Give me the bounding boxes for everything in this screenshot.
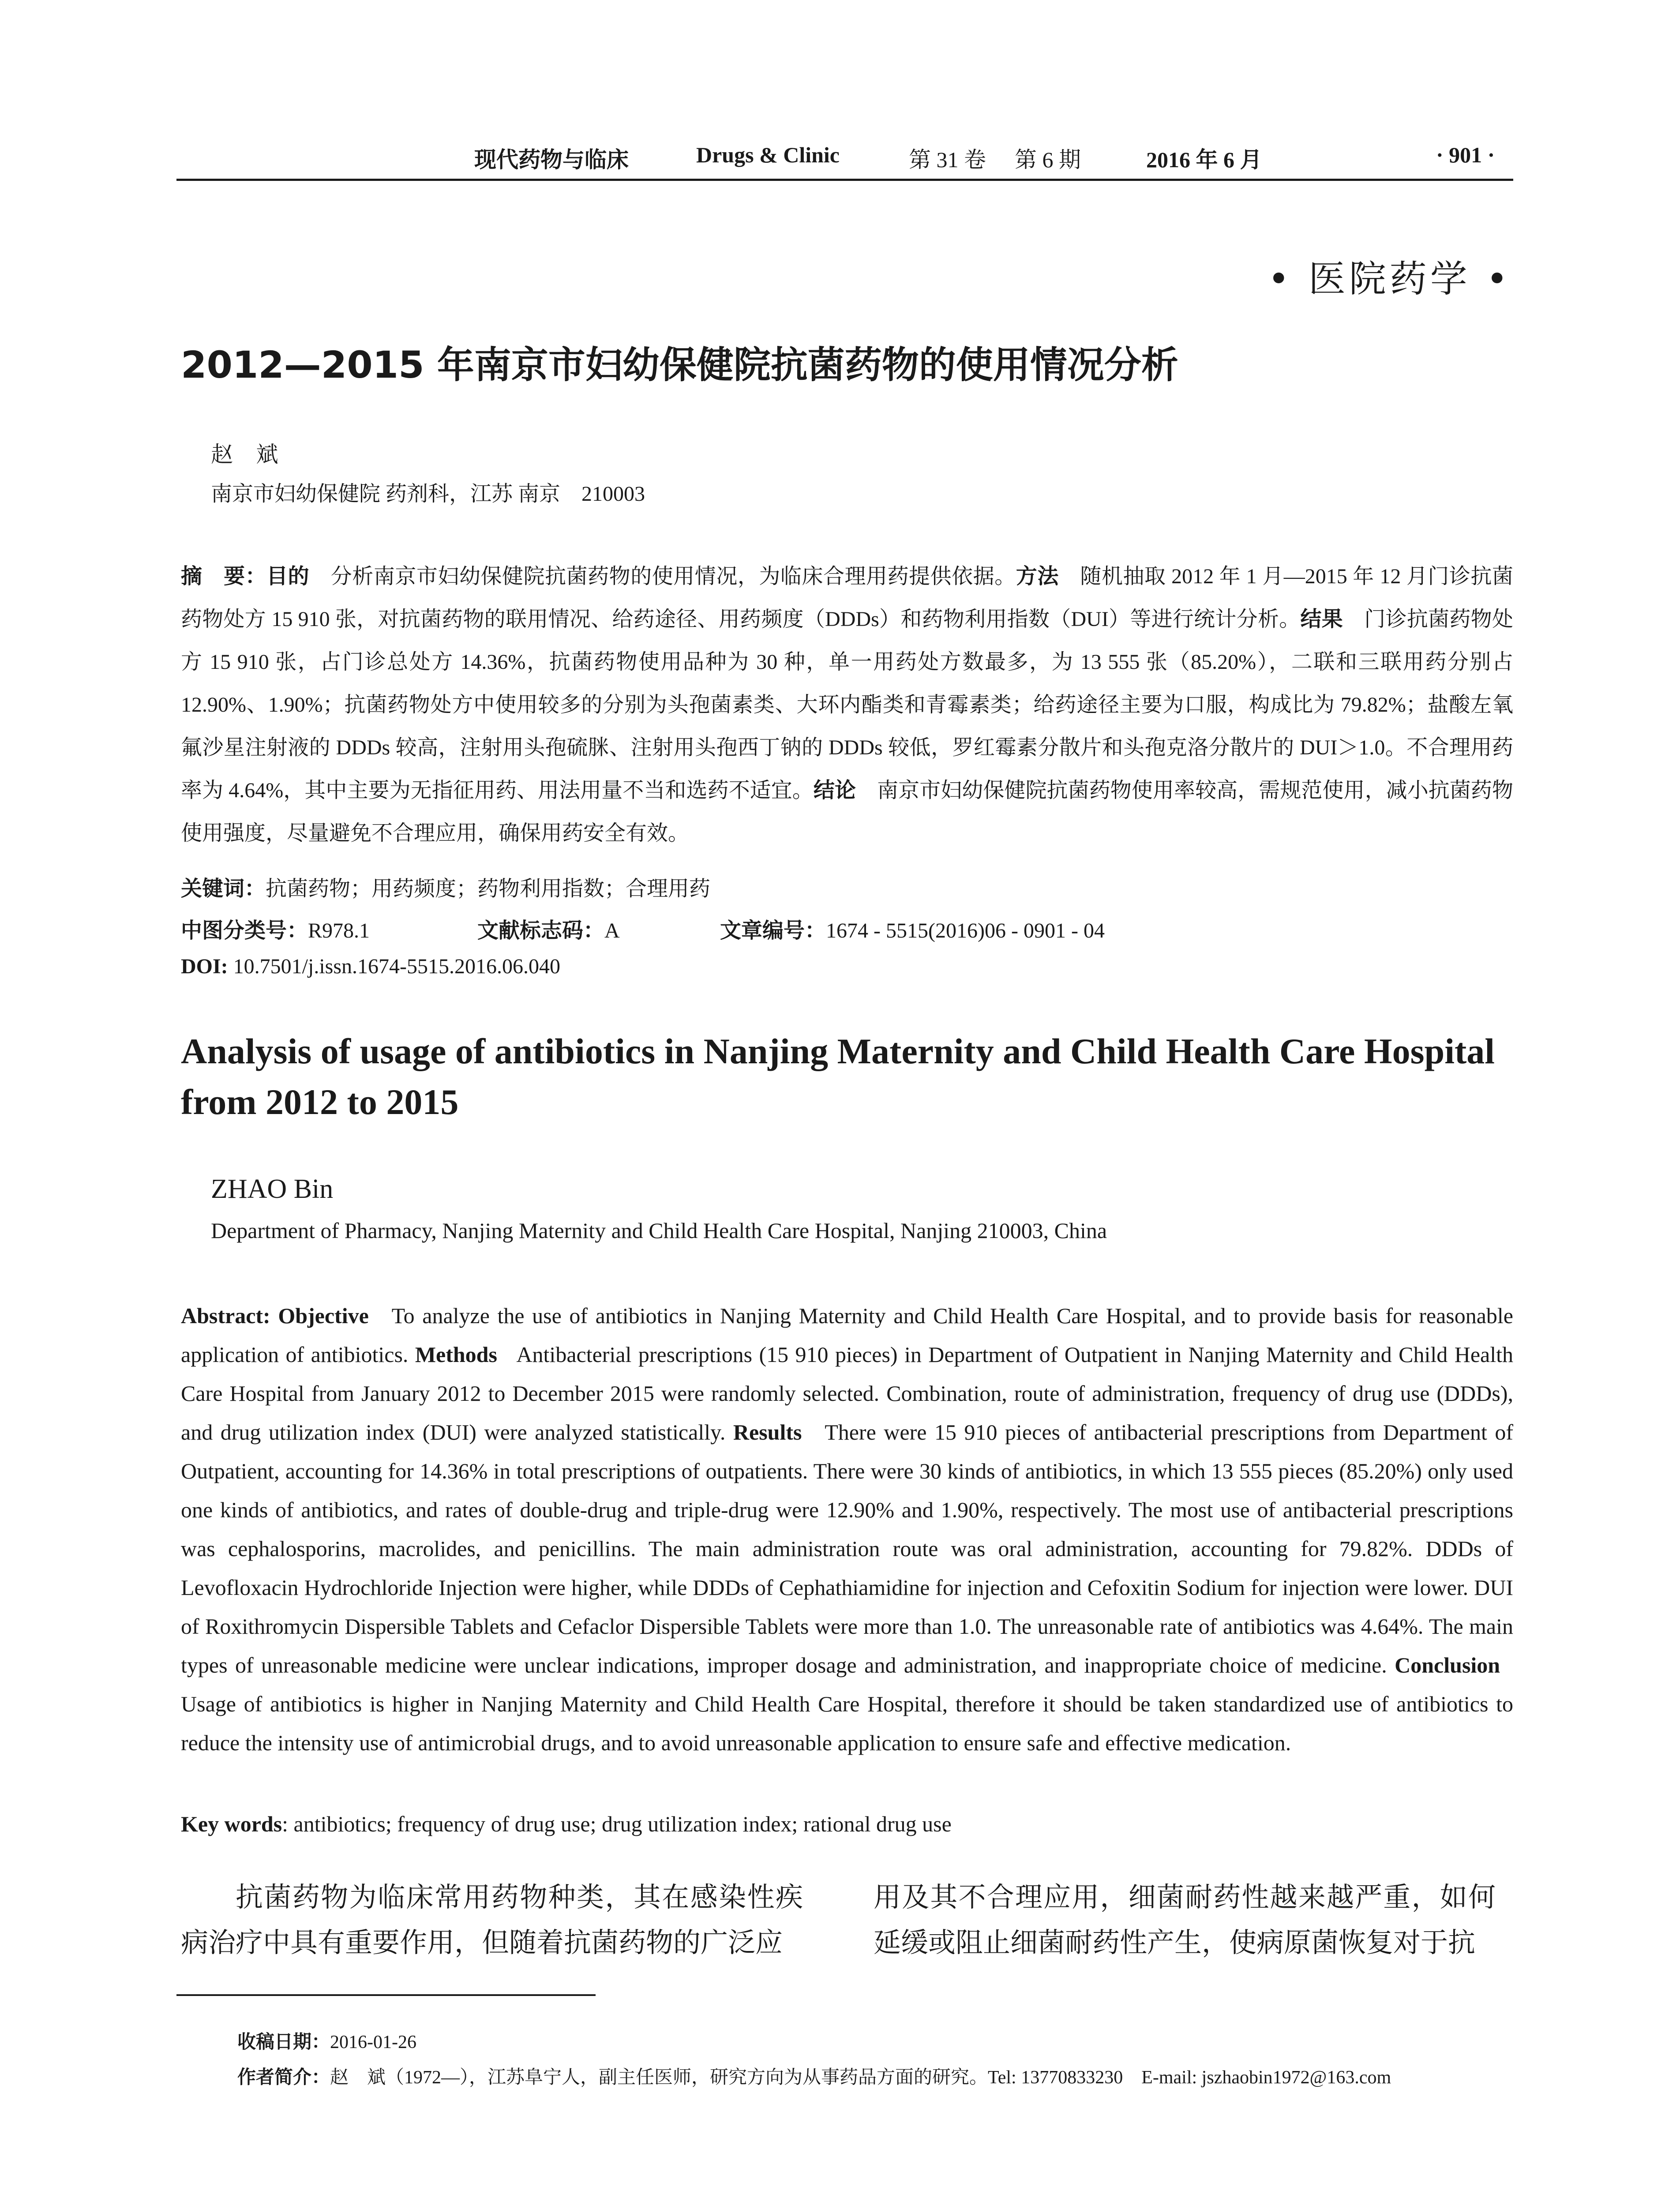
journal-name-cn: 现代药物与临床 [474, 147, 629, 172]
results-cn: 门诊抗菌药物处方 15 910 张，占门诊总处方 14.36%，抗菌药物使用品种为 30 种，单一用药处方数最多，为 13 555 张（85.20%），二联和三联用药分别占 12.90%、1.90%；抗菌药物处方中使用较多的分别为头孢菌素类、大环内酯类和青霉素类；给药途径主要为口服，构成比为 79.82%；盐酸左氧氟沙星注射液的 DDDs 较高，注射用头孢硫脒、注射用头孢西丁钠的 DDDs 较低，罗红霉素分散片和头孢克洛分散片的 DUI＞1.0。不合理用药率为 4.64%，其中主要为无指征用药、用法用量不当和选药不适宜。 [181, 608, 1513, 802]
received-date [237, 2027, 416, 2054]
abstract-en-label: Abstract: [181, 1303, 270, 1328]
author-cn: 赵 斌 [211, 442, 287, 467]
abstract-en [181, 1296, 1513, 1762]
author-en: ZHAO Bin [211, 1174, 334, 1204]
keywords-cn [181, 871, 710, 902]
objective-en: To analyze the use of antibiotics in Nanjing Maternity and Child Health Care Hospital, and to provide basis for reasonable application of antibiotics. [181, 1303, 1513, 1367]
doi [181, 954, 560, 979]
received-label: 收稿日期： [237, 2031, 330, 2052]
methods-cn: 随机抽取 2012 年 1 月—2015 年 12 月门诊抗菌药物处方 15 910 张，对抗菌药物的联用情况、给药途径、用药频度（DDDs）和药物利用指数（DUI）等进行统计分析。 [181, 565, 1513, 631]
conclusion-en-label: Conclusion [1395, 1653, 1500, 1677]
conclusion-cn-label: 结论 [813, 778, 856, 803]
article-no-value: 1674 - 5515(2016)06 - 0901 - 04 [826, 919, 1105, 942]
keywords-cn-text: 抗菌药物；用药频度；药物利用指数；合理用药 [266, 877, 711, 900]
results-cn-label: 结果 [1300, 607, 1343, 631]
body-column-right: 用及其不合理应用，细菌耐药性越来越严重，如何延缓或阻止细菌耐药性产生，使病原菌恢复对于抗 [874, 1883, 1496, 1958]
methods-en-label: Methods [415, 1342, 497, 1367]
objective-en-label: Objective [278, 1303, 369, 1328]
objective-cn-label: 目的 [266, 564, 310, 589]
title-cn: 2012—2015 年南京市妇幼保健院抗菌药物的使用情况分析 [181, 343, 1178, 386]
doc-code-value: A [604, 919, 620, 942]
section-tag: • 医院药学 • [1268, 257, 1511, 300]
results-en: There were 15 910 pieces of antibacterial prescriptions from Department of Outpatient, accounting for 14.36% in total prescriptions of outpatients. There were 30 kinds of antibiotics, in which 13 555 pieces (85.20%) only used one kinds of antibiotics, and rates of double-drug and triple-drug were 12.90% and 1.90%, respectively. The most use of antibacterial prescriptions was cephalosporins, macrolides, and penicillins. The main administration route was oral administration, accounting for 79.82%. DDDs of Levofloxacin Hydrochloride Injection were higher, while DDDs of Cephathiamidine for injection and Cefoxitin Sodium for injection were lower. DUI of Roxithromycin Dispersible Tablets and Cefaclor Dispersible Tablets were more than 1.0. The unreasonable rate of antibiotics was 4.64%. The main types of unreasonable medicine were unclear indications, improper dosage and administration, and inappropriate choice of medicine. [181, 1420, 1514, 1677]
clc-value: R978.1 [308, 919, 370, 942]
article-no-label: 文章编号： [720, 918, 826, 943]
doc-code-label: 文献标志码： [477, 918, 605, 943]
doi-value: 10.7501/j.issn.1674-5515.2016.06.040 [233, 955, 561, 978]
keywords-en [181, 1811, 952, 1837]
article-number [720, 913, 1105, 944]
affiliation-en: Department of Pharmacy, Nanjing Maternity and Child Health Care Hospital, Nanjing 210003, China [211, 1218, 1107, 1243]
page-number: · 901 · [1436, 143, 1495, 167]
methods-en: Antibacterial prescriptions (15 910 pieces) in Department of Outpatient in Nanjing Maternity and Child Health Care Hospital from January 2012 to December 2015 were randomly selected. Combination, route of administration, frequency of drug use (DDDs), and drug utilization index (DUI) were analyzed statistically. [181, 1342, 1513, 1444]
classification-line [181, 913, 370, 944]
conclusion-en: Usage of antibiotics is higher in Nanjing Maternity and Child Health Care Hospital, therefore it should be taken standardized use of antibiotics to reduce the intensity use of antimicrobial drugs, and to avoid unreasonable application to ensure safe and effective medication. [181, 1692, 1513, 1755]
bio-text: 赵 斌（1972—），江苏阜宁人，副主任医师，研究方向为从事药品方面的研究。Tel: 13770833230 E-mail: jszhaobin1972@163.com [330, 2067, 1391, 2088]
received-value: 2016-01-26 [330, 2032, 416, 2052]
journal-name-en: Drugs & Clinic [696, 143, 840, 167]
objective-cn: 分析南京市妇幼保健院抗菌药物的使用情况，为临床合理用药提供依据。 [330, 565, 1016, 588]
keywords-en-label: Key words [181, 1812, 282, 1836]
methods-cn-label: 方法 [1016, 564, 1059, 589]
results-en-label: Results [733, 1420, 802, 1444]
doc-code [477, 913, 620, 944]
volume: 第 31 卷 [909, 147, 986, 172]
bio-label: 作者简介： [237, 2066, 330, 2088]
issue: 第 6 期 [1015, 147, 1081, 172]
title-en: Analysis of usage of antibiotics in Nanjing Maternity and Child Health Care Hospital from 2012 to 2015 [181, 1031, 1495, 1122]
body-column-left: 抗菌药物为临床常用药物种类，其在感染性疾病治疗中具有重要作用，但随着抗菌药物的广泛应 [181, 1883, 803, 1958]
clc-label: 中图分类号： [181, 918, 308, 943]
author-bio [237, 2063, 1391, 2089]
keywords-en-text: : antibiotics; frequency of drug use; drug utilization index; rational drug use [282, 1812, 952, 1836]
issue-date: 2016 年 6 月 [1146, 147, 1262, 172]
abstract-cn-label: 摘 要： [181, 564, 267, 589]
footnote-rule [176, 1994, 596, 1996]
doi-label: DOI: [181, 955, 228, 978]
header-rule [176, 179, 1513, 181]
keywords-cn-label: 关键词： [181, 876, 266, 901]
affiliation-cn: 南京市妇幼保健院 药剂科，江苏 南京 210003 [211, 482, 645, 506]
abstract-cn [181, 555, 1513, 855]
conclusion-cn: 南京市妇幼保健院抗菌药物使用率较高，需规范使用，减小抗菌药物使用强度，尽量避免不合理应用，确保用药安全有效。 [181, 779, 1513, 845]
